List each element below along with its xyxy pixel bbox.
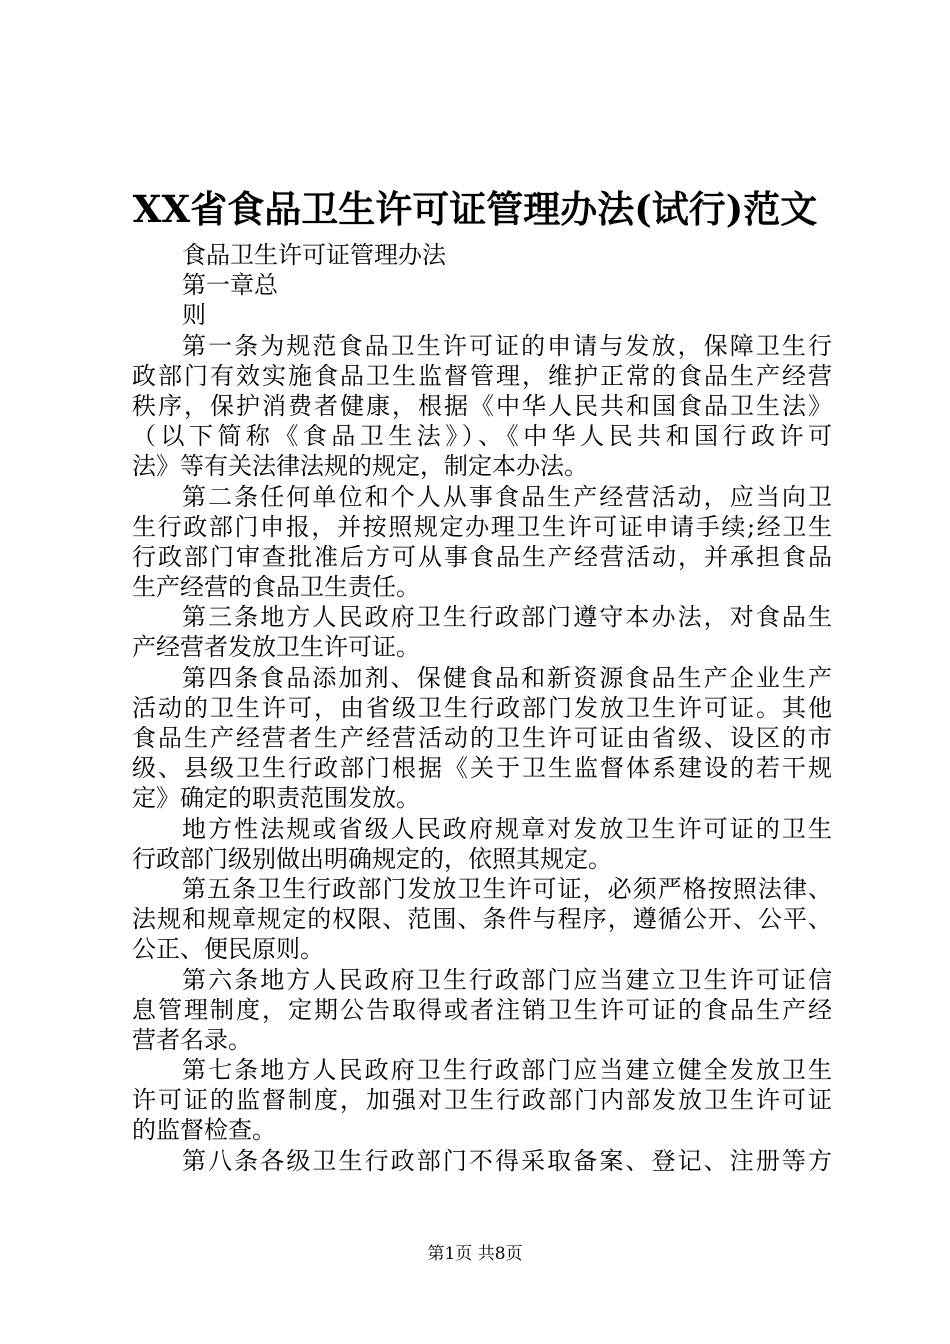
body-text-line: 法规和规章规定的权限、范围、条件与程序，遵循公开、公平、 (132, 905, 832, 934)
body-text-line: 息管理制度，定期公告取得或者注销卫生许可证的食品生产经 (132, 995, 832, 1024)
body-text-line: 行政部门级别做出明确规定的，依照其规定。 (132, 844, 612, 873)
body-text-line: 定》确定的职责范围发放。 (132, 784, 420, 813)
body-text-line: 公正、便民原则。 (132, 935, 324, 964)
body-text-line: 第一条为规范食品卫生许可证的申请与发放，保障卫生行 (182, 331, 832, 360)
page-footer: 第1页 共8页 (427, 1244, 523, 1264)
body-text-line: 级、县级卫生行政部门根据《关于卫生监督体系建设的若干规 (132, 754, 832, 783)
body-text-line: 第七条地方人民政府卫生行政部门应当建立健全发放卫生 (182, 1056, 832, 1085)
body-text-line: 食品卫生许可证管理办法 (182, 241, 446, 269)
document-body (132, 240, 832, 1176)
body-text-line: 第四条食品添加剂、保健食品和新资源食品生产企业生产 (182, 663, 832, 692)
body-text-line: 第一章总 (182, 271, 278, 300)
body-text-line: 政部门有效实施食品卫生监督管理，维护正常的食品生产经营 (132, 361, 832, 390)
body-text-line: 许可证的监督制度，加强对卫生行政部门内部发放卫生许可证 (132, 1086, 832, 1115)
body-text-line: 食品生产经营者生产经营活动的卫生许可证由省级、设区的市 (132, 724, 832, 752)
body-text-line: 法》等有关法律法规的规定，制定本办法。 (132, 452, 588, 481)
body-text-line: 第八条各级卫生行政部门不得采取备案、登记、注册等方 (182, 1146, 832, 1175)
body-text-line: 的监督检查。 (132, 1116, 276, 1145)
body-text-line: 产经营者发放卫生许可证。 (132, 633, 420, 662)
body-text-line: 第六条地方人民政府卫生行政部门应当建立卫生许可证信 (182, 965, 832, 994)
body-text-line: 第三条地方人民政府卫生行政部门遵守本办法，对食品生 (182, 603, 832, 632)
body-text-line: 第二条任何单位和个人从事食品生产经营活动，应当向卫 (182, 482, 832, 511)
body-text-line: 生行政部门申报，并按照规定办理卫生许可证申请手续;经卫生 (132, 512, 832, 541)
document-title: XX省食品卫生许可证管理办法(试行)范文 (132, 187, 818, 231)
body-text-line: 活动的卫生许可，由省级卫生行政部门发放卫生许可证。其他 (132, 693, 832, 722)
body-text-line: 则 (182, 301, 206, 330)
body-text-line: 营者名录。 (132, 1025, 252, 1054)
body-text-line: 行政部门审查批准后方可从事食品生产经营活动，并承担食品 (132, 542, 832, 571)
body-text-line: 地方性法规或省级人民政府规章对发放卫生许可证的卫生 (182, 814, 832, 843)
body-text-line: 第五条卫生行政部门发放卫生许可证，必须严格按照法律、 (182, 874, 832, 903)
body-text-line: 秩序，保护消费者健康，根据《中华人民共和国食品卫生法》 (132, 391, 832, 420)
body-text-line: 生产经营的食品卫生责任。 (132, 573, 420, 602)
body-text-line: （以下简称《食品卫生法》）、《中华人民共和国行政许可 (132, 422, 832, 451)
